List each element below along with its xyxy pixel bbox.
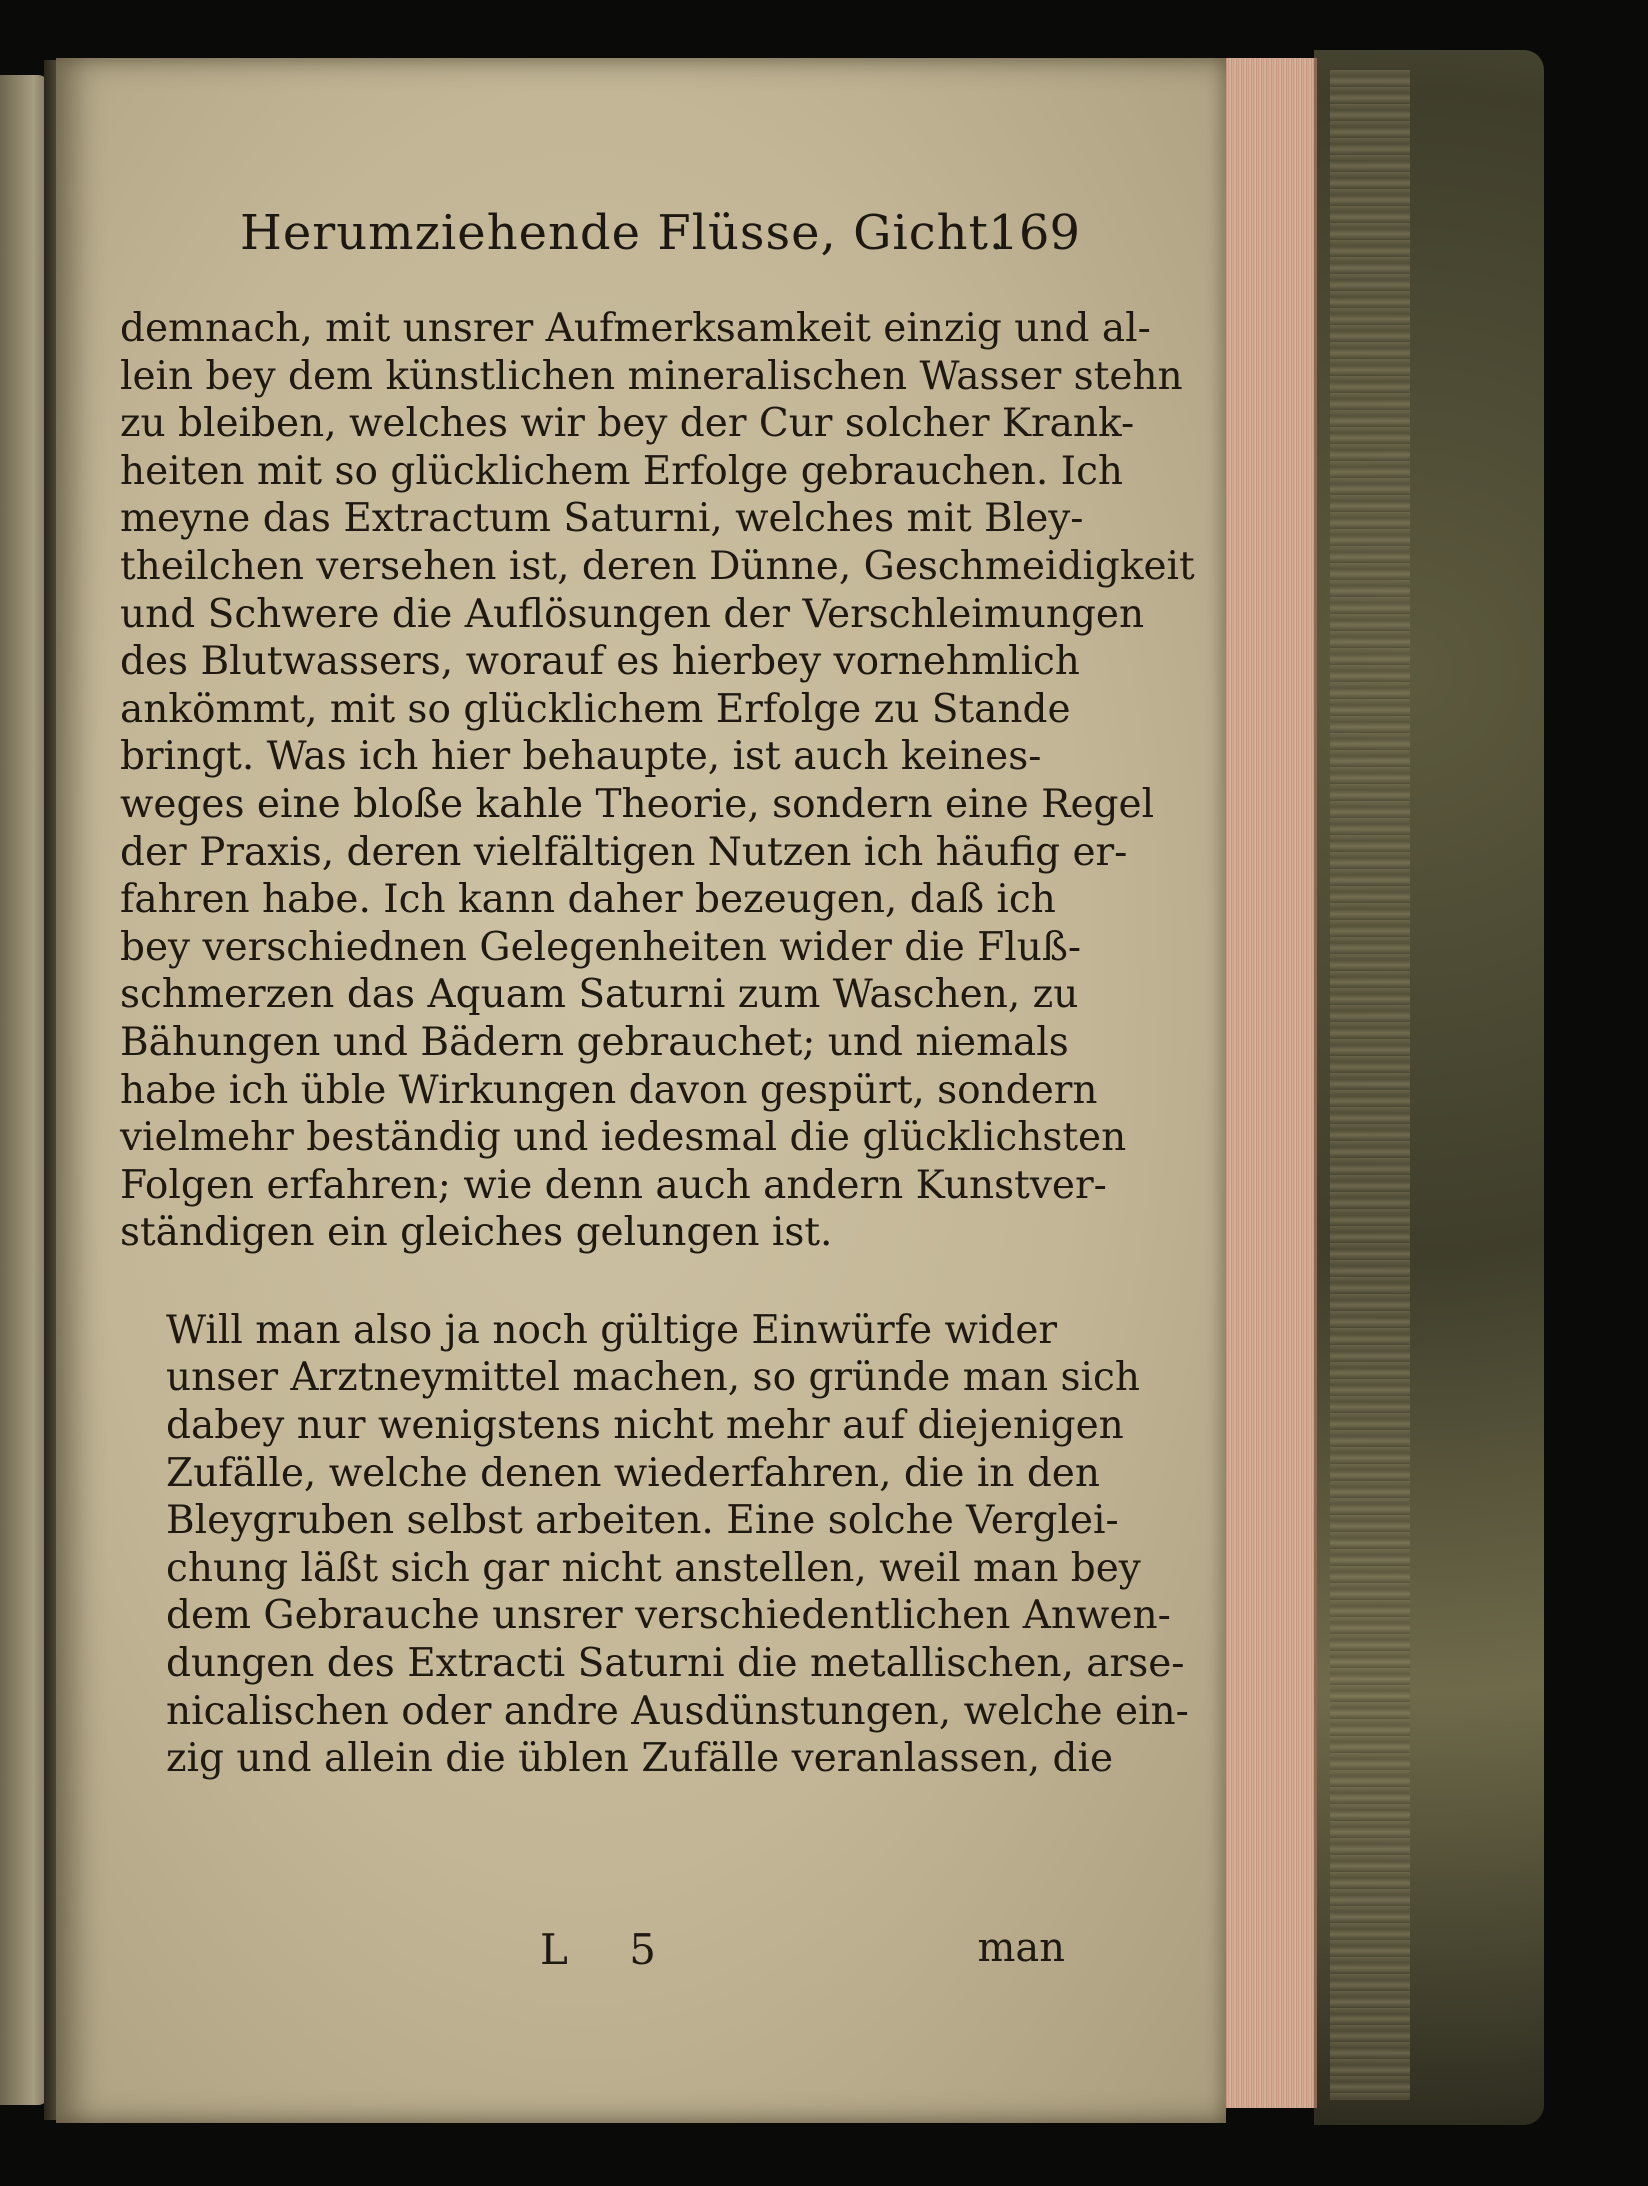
text-line: Zufälle, welche denen wiederfahren, die in den [166, 1450, 1100, 1496]
text-line: schmerzen das Aquam Saturni zum Waschen, zu [120, 972, 1079, 1018]
text-line: fahren habe. Ich kann daher bezeugen, daß ich [120, 877, 1056, 923]
text-line: ständigen ein gleiches gelungen ist. [120, 1210, 833, 1256]
text-line: Bähungen und Bädern gebrauchet; und niemals [120, 1019, 1069, 1065]
signature-mark: L 5 [540, 1925, 680, 1974]
page-footer [120, 1925, 1065, 1985]
paragraph-2 [120, 1307, 1189, 1783]
text-line: weges eine bloße kahle Theorie, sondern eine Regel [120, 781, 1155, 827]
text-line: Folgen erfahren; wie denn auch andern Kunstver- [120, 1162, 1107, 1208]
text-line: dem Gebrauche unsrer verschiedentlichen Anwen- [166, 1593, 1171, 1639]
text-line: Bleygruben selbst arbeiten. Eine solche Verglei- [166, 1498, 1119, 1544]
body-text [120, 305, 1195, 1783]
text-line: unser Arztneymittel machen, so gründe man sich [166, 1355, 1140, 1401]
text-line: zu bleiben, welches wir bey der Cur solcher Krank- [120, 401, 1135, 447]
cover-texture [1330, 70, 1410, 2100]
text-line: des Blutwassers, worauf es hierbey vornehmlich [120, 639, 1080, 685]
text-line: lein bey dem künstlichen mineralischen Wasser stehn [120, 353, 1183, 399]
text-line: chung läßt sich gar nicht anstellen, weil man bey [166, 1545, 1141, 1591]
text-line: vielmehr beständig und iedesmal die glücklichsten [120, 1115, 1127, 1161]
text-line: und Schwere die Auflösungen der Verschleimungen [120, 591, 1145, 637]
text-line: habe ich üble Wirkungen davon gespürt, sondern [120, 1067, 1098, 1113]
previous-page-edge [0, 75, 48, 2105]
page-header [240, 195, 1080, 285]
text-line: ankömmt, mit so glücklichem Erfolge zu Stande [120, 686, 1071, 732]
text-line: dungen des Extracti Saturni die metallischen, arse- [166, 1641, 1185, 1687]
page-block-edge [1222, 58, 1317, 2108]
text-line: nicalischen oder andre Ausdünstungen, welche ein- [166, 1688, 1189, 1734]
page-number: 169 [988, 205, 1080, 261]
text-line: zig und allein die üblen Zufälle veranlassen, die [166, 1736, 1114, 1782]
text-line: heiten mit so glücklichem Erfolge gebrauchen. Ich [120, 448, 1124, 494]
text-line: demnach, mit unsrer Aufmerksamkeit einzig und al- [120, 306, 1151, 351]
text-line: bey verschiednen Gelegenheiten wider die Fluß- [120, 924, 1082, 970]
catchword: man [977, 1925, 1065, 1971]
text-line: dabey nur wenigstens nicht mehr auf diejenigen [166, 1403, 1124, 1449]
text-line: theilchen versehen ist, deren Dünne, Geschmeidigkeit [120, 543, 1195, 589]
running-title: Herumziehende Flüsse, Gicht. [240, 205, 1006, 261]
paragraph-1 [120, 305, 1195, 1257]
text-line: meyne das Extractum Saturni, welches mit Bley- [120, 496, 1084, 542]
text-line: der Praxis, deren vielfältigen Nutzen ich häufig er- [120, 829, 1128, 875]
text-line: Will man also ja noch gültige Einwürfe wider [166, 1307, 1058, 1353]
text-line: bringt. Was ich hier behaupte, ist auch keines- [120, 734, 1042, 780]
